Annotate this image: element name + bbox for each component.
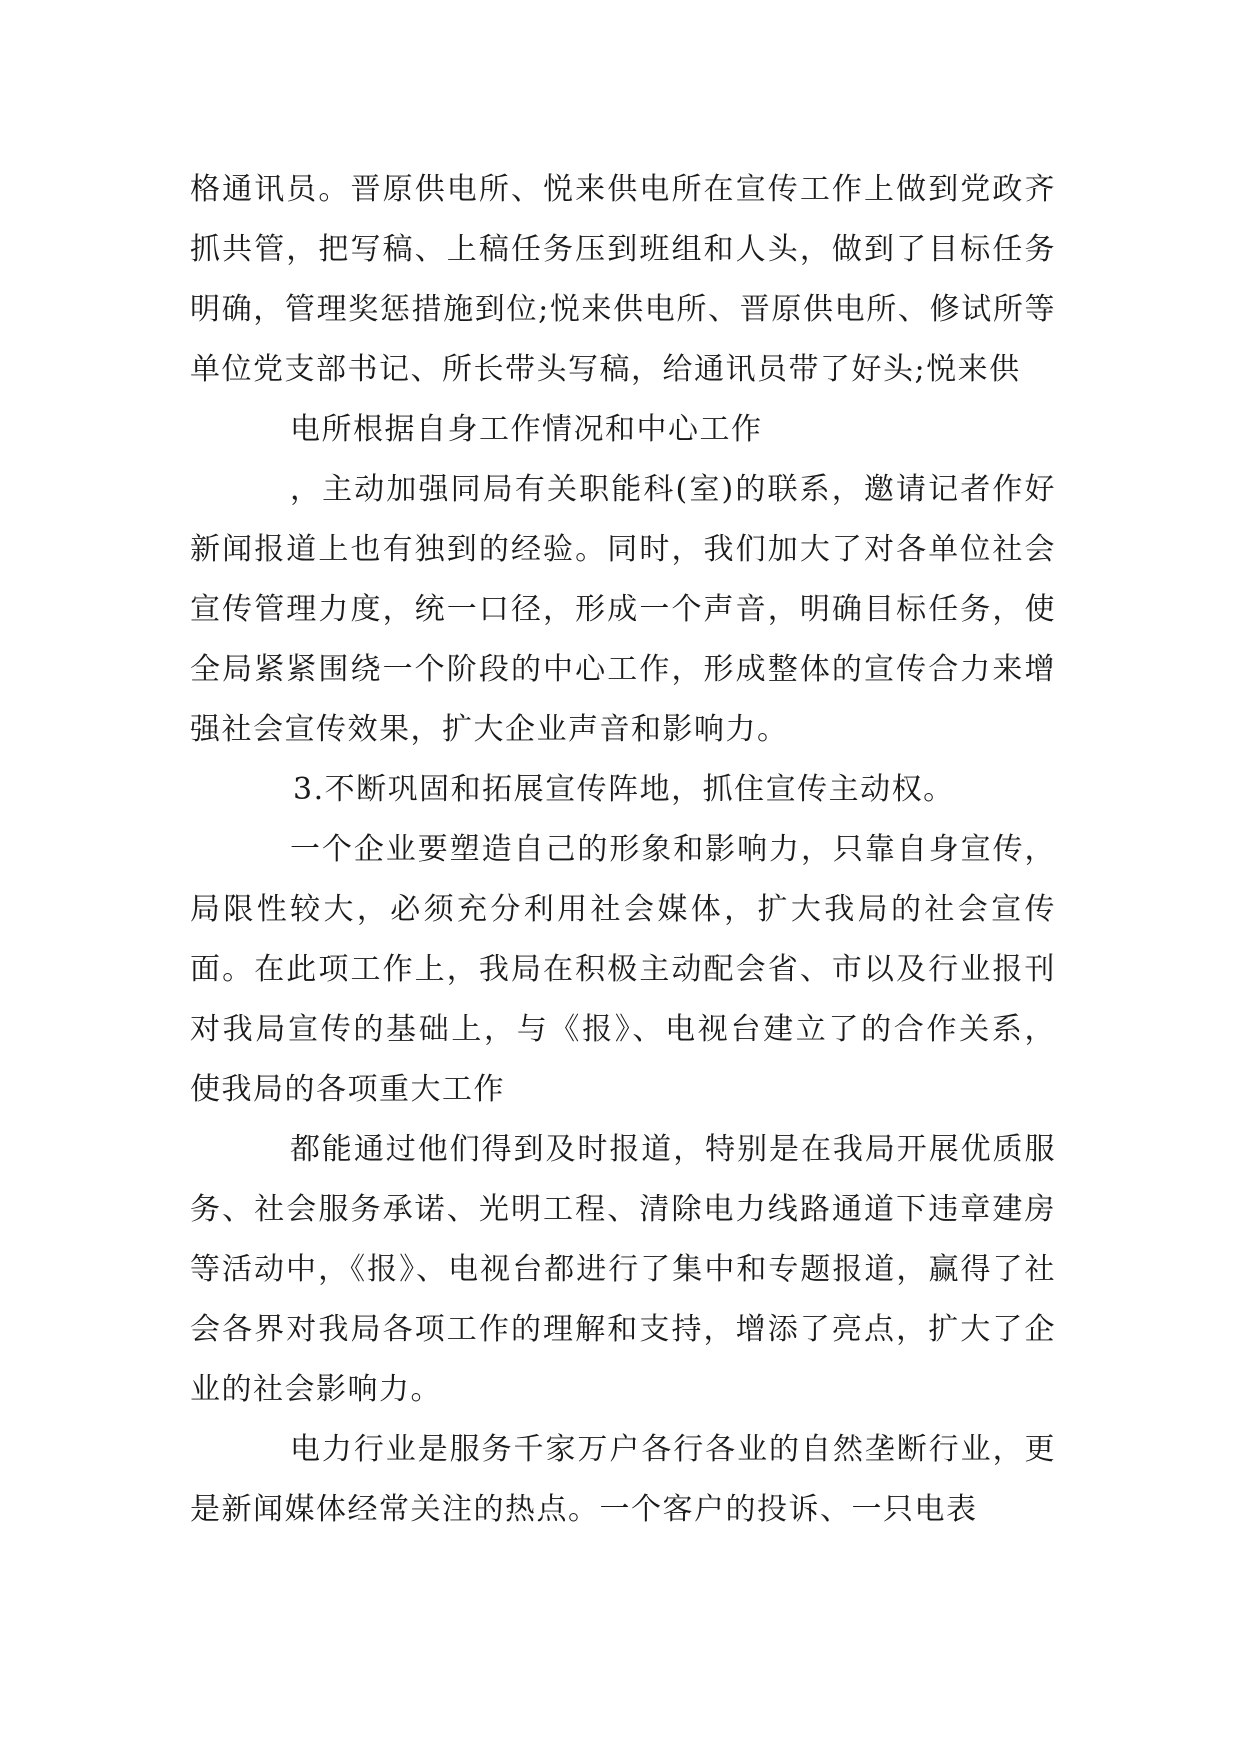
paragraph-2: 电所根据自身工作情况和中心工作 xyxy=(290,412,763,447)
paragraph-3: ，主动加强同局有关职能科(室)的联系，邀请记者作好新闻报道上也有独到的经验。同时，我们加大了对各单位社会宣传管理力度，统一口径，形成一个声音，明确目标任务，使全局紧紧围绕一个阶段的中心工作，形成整体的宣传合力来增强社会宣传效果，扩大企业声音和影响力。 xyxy=(190,472,1056,747)
paragraph-1: 格通讯员。晋原供电所、悦来供电所在宣传工作上做到党政齐抓共管，把写稿、上稿任务压到班组和人头，做到了目标任务明确，管理奖惩措施到位;悦来供电所、晋原供电所、修试所等单位党支部书记、所长带头写稿，给通讯员带了好头;悦来供 xyxy=(190,172,1056,387)
section-heading: 3.不断巩固和拓展宣传阵地，抓住宣传主动权。 xyxy=(293,772,955,807)
paragraph-7: 电力行业是服务千家万户各行各业的自然垄断行业，更是新闻媒体经常关注的热点。一个客户的投诉、一只电表 xyxy=(190,1432,1056,1527)
paragraph-6: 都能通过他们得到及时报道，特别是在我局开展优质服务、社会服务承诺、光明工程、清除电力线路通道下违章建房等活动中，《报》、电视台都进行了集中和专题报道，赢得了社会各界对我局各项工作的理解和支持，增添了亮点，扩大了企业的社会影响力。 xyxy=(190,1132,1056,1407)
paragraph-5: 一个企业要塑造自己的形象和影响力，只靠自身宣传，局限性较大，必须充分利用社会媒体，扩大我局的社会宣传面。在此项工作上，我局在积极主动配会省、市以及行业报刊对我局宣传的基础上，与《报》、电视台建立了的合作关系，使我局的各项重大工作 xyxy=(190,832,1056,1107)
document-body xyxy=(190,160,1056,1540)
